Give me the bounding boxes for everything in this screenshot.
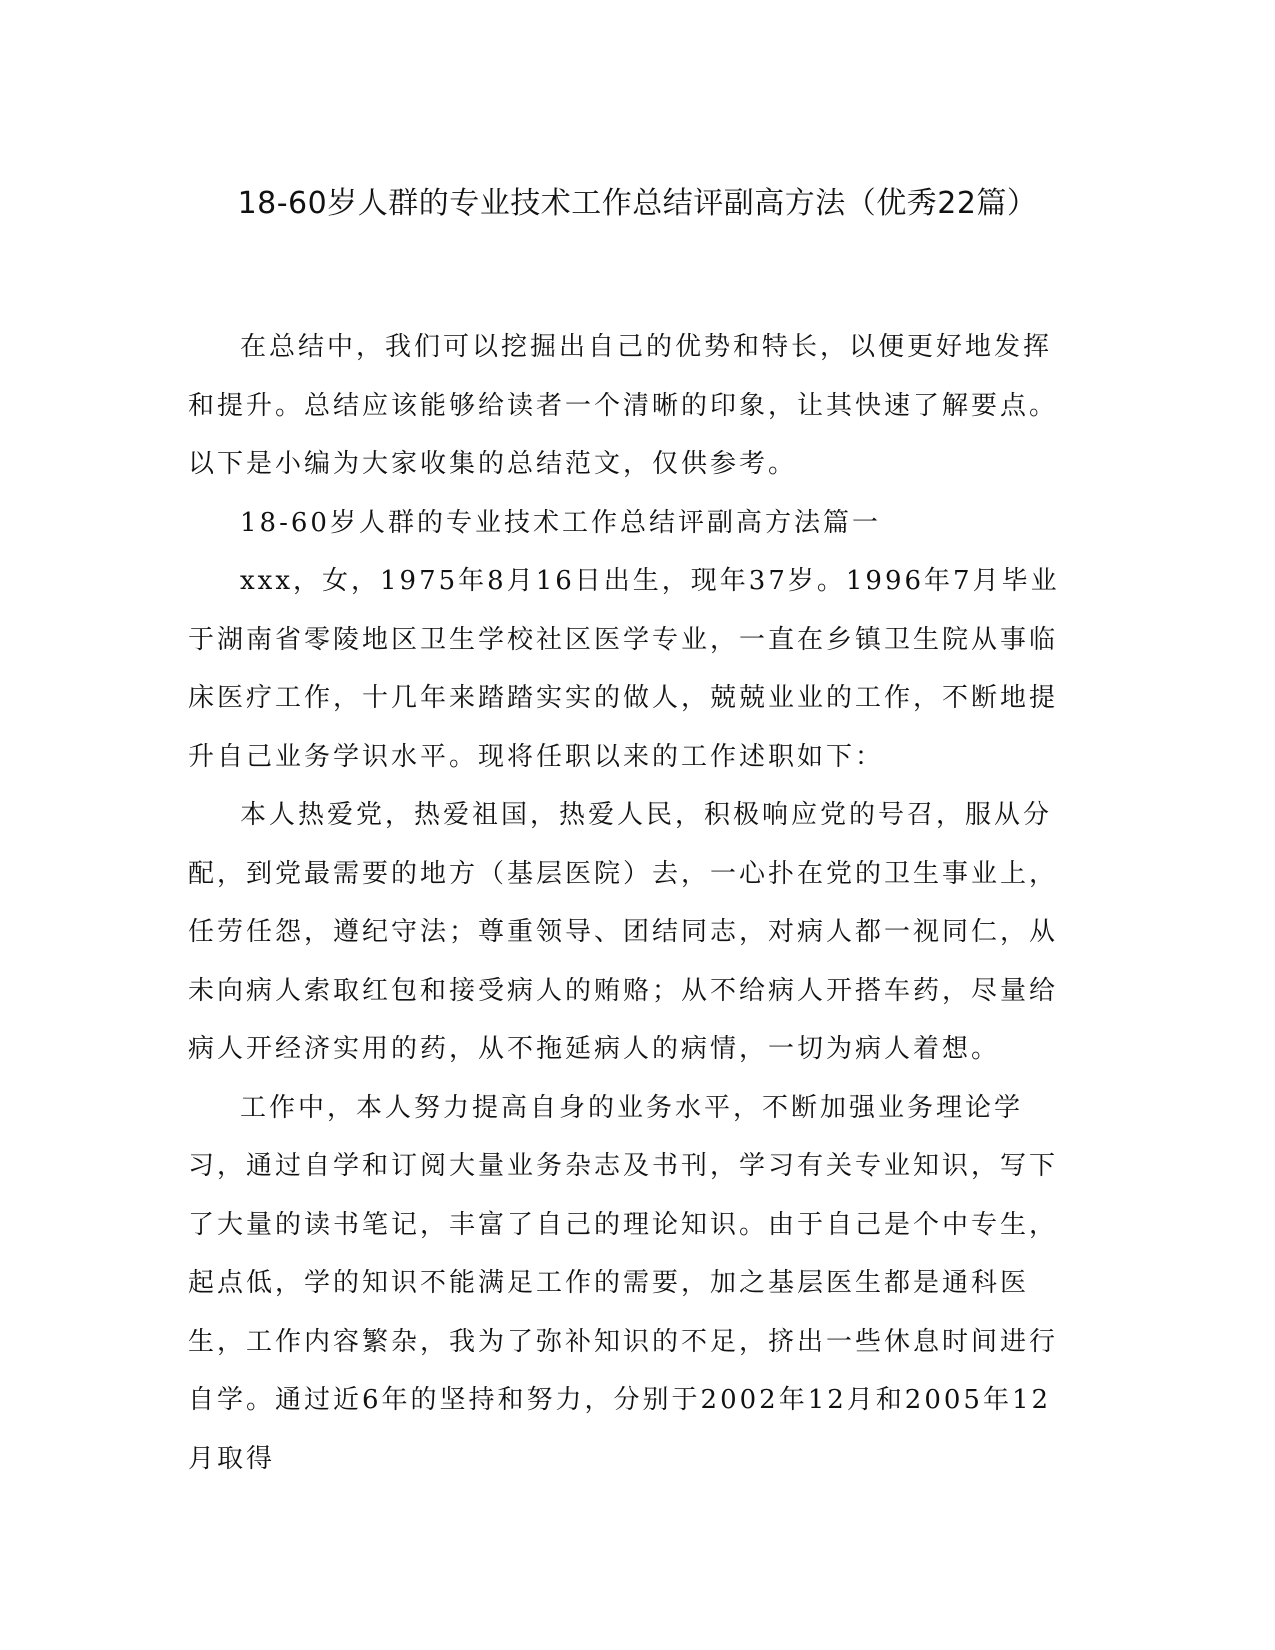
document-title: 18-60岁人群的专业技术工作总结评副高方法（优秀22篇） xyxy=(237,186,1038,221)
body-paragraph: 本人热爱党，热爱祖国，热爱人民，积极响应党的号召，服从分配，到党最需要的地方（基层医院）去，一心扑在党的卫生事业上，任劳任怨，遵纪守法；尊重领导、团结同志，对病人都一视同仁，从未向病人索取红包和接受病人的贿赂；从不给病人开搭车药，尽量给病人开经济实用的药，从不拖延病人的病情，一切为病人着想。 xyxy=(188,800,1059,1064)
body-paragraph: 工作中，本人努力提高自身的业务水平，不断加强业务理论学习，通过自学和订阅大量业务杂志及书刊，学习有关专业知识，写下了大量的读书笔记，丰富了自己的理论知识。由于自己是个中专生，起点低，学的知识不能满足工作的需要，加之基层医生都是通科医生，工作内容繁杂，我为了弥补知识的不足，挤出一些休息时间进行自学。通过近6年的坚持和努力，分别于2002年12月和2005年12月取得 xyxy=(188,1092,1059,1474)
intro-paragraph: 在总结中，我们可以挖掘出自己的优势和特长，以便更好地发挥和提升。总结应该能够给读者一个清晰的印象，让其快速了解要点。以下是小编为大家收集的总结范文，仅供参考。 xyxy=(188,332,1059,479)
document-body xyxy=(188,318,1080,1488)
section-heading: 18-60岁人群的专业技术工作总结评副高方法篇一 xyxy=(240,507,881,538)
body-paragraph: xxx，女，1975年8月16日出生，现年37岁。1996年7月毕业于湖南省零陵地区卫生学校社区医学专业，一直在乡镇卫生院从事临床医疗工作，十几年来踏踏实实的做人，兢兢业业的工作，不断地提升自己业务学识水平。现将任职以来的工作述职如下： xyxy=(188,566,1060,772)
